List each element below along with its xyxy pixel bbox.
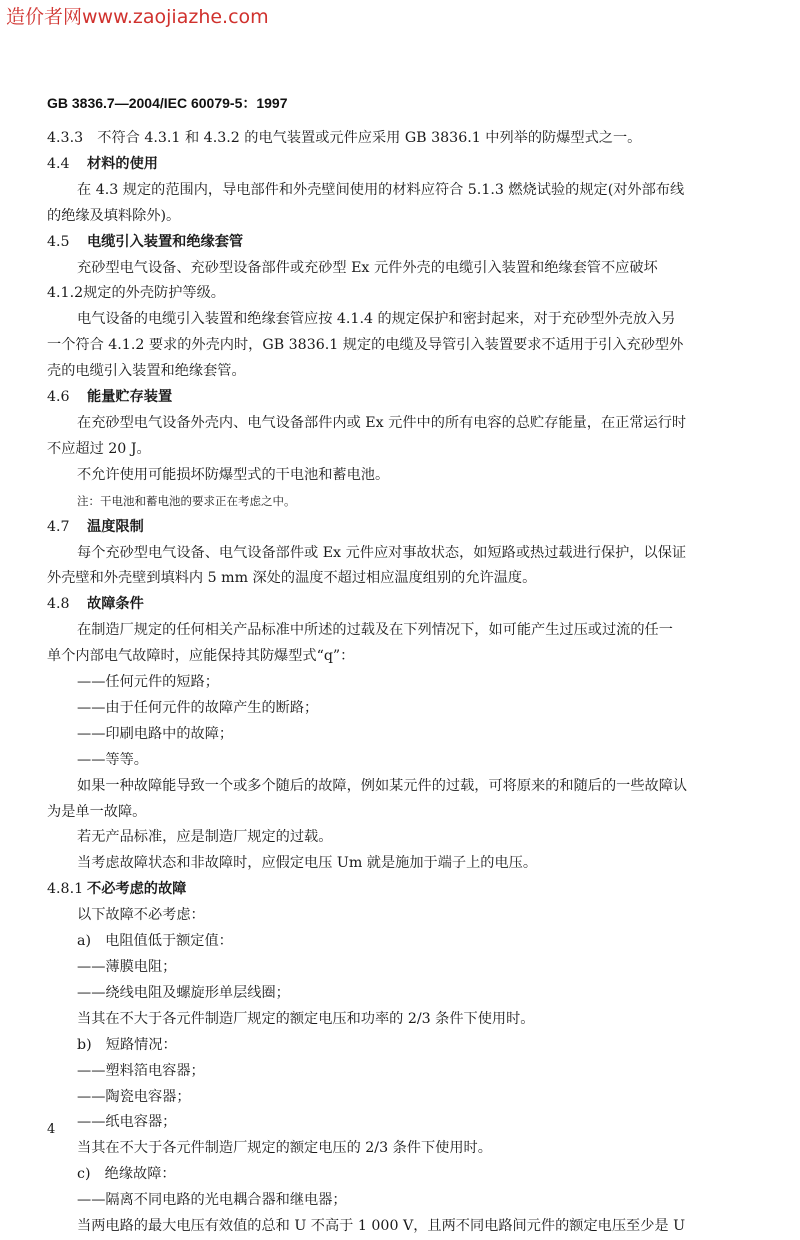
section-title: 材料的使用	[87, 155, 158, 172]
text-line: 为是单一故障。	[47, 803, 147, 820]
section-title: 故障条件	[87, 596, 144, 613]
text-line: 当其在不大于各元件制造厂规定的额定电压和功率的 2/3 条件下使用时。	[77, 1010, 535, 1027]
text-line: 一个符合 4.1.2 要求的外壳内时，GB 3836.1 规定的电缆及导管引入装置要求不适用于引入充砂型外	[47, 337, 684, 354]
text-line: 单个内部电气故障时，应能保持其防爆型式“q”：	[47, 648, 355, 665]
text-line: 的绝缘及填料除外)。	[47, 207, 181, 224]
text-line: ——印刷电路中的故障；	[77, 725, 234, 742]
note-line: 注：干电池和蓄电池的要求正在考虑之中。	[77, 493, 296, 508]
text-line: 若无产品标准，应是制造厂规定的过载。	[77, 829, 333, 846]
section-number: 4.8.1	[47, 881, 84, 898]
text-line: 壳的电缆引入装置和绝缘套管。	[47, 363, 246, 380]
text-line: ——任何元件的短路；	[77, 674, 219, 691]
text-line: b) 短路情况：	[77, 1036, 177, 1053]
text-line: ——等等。	[77, 751, 148, 768]
text-line: 外壳壁和外壳壁到填料内 5 mm 深处的温度不超过相应温度组别的允许温度。	[47, 570, 537, 587]
text-line: 4.3.3 不符合 4.3.1 和 4.3.2 的电气装置或元件应采用 GB 3836.1 中列举的防爆型式之一。	[47, 130, 642, 146]
section-number: 4.8	[47, 596, 70, 613]
section-title: 不必考虑的故障	[87, 881, 187, 898]
section-title: 温度限制	[87, 518, 144, 535]
text-line: ——塑料箔电容器；	[77, 1062, 205, 1079]
text-line: 在制造厂规定的任何相关产品标准中所述的过载及在下列情况下，如可能产生过压或过流的任一	[77, 622, 673, 639]
text-line: ——绕线电阻及螺旋形单层线圈；	[77, 984, 290, 1001]
section-heading	[47, 230, 753, 256]
text-line: 当考虑故障状态和非故障时，应假定电压 Um 就是施加于端子上的电压。	[77, 855, 538, 872]
standard-header: GB 3836.7—2004/IEC 60079-5：1997	[47, 95, 288, 111]
text-line: c) 绝缘故障：	[77, 1166, 176, 1183]
section-heading	[47, 592, 753, 618]
section-heading	[47, 515, 753, 541]
text-line: 在 4.3 规定的范围内，导电部件和外壳壁间使用的材料应符合 5.1.3 燃烧试验的规定(对外部布线	[77, 181, 685, 198]
section-heading	[47, 385, 753, 411]
section-number: 4.7	[47, 518, 70, 535]
text-line: 如果一种故障能导致一个或多个随后的故障，例如某元件的过载，可将原来的和随后的一些故障认	[77, 777, 688, 794]
text-line: 电气设备的电缆引入装置和绝缘套管应按 4.1.4 的规定保护和密封起来，对于充砂型外壳放入另	[77, 311, 676, 328]
section-number: 4.4	[47, 155, 70, 172]
section-number: 4.6	[47, 389, 70, 406]
watermark-text: 造价者网www.zaojiazhe.com	[6, 6, 269, 28]
document-body	[47, 126, 753, 1240]
section-title: 能量贮存装置	[87, 389, 173, 406]
page-number: 4	[47, 1122, 56, 1137]
text-line: 当其在不大于各元件制造厂规定的额定电压的 2/3 条件下使用时。	[77, 1140, 492, 1157]
text-line: 4.1.2规定的外壳防护等级。	[47, 285, 225, 302]
text-line: 当两电路的最大电压有效值的总和 U 不高于 1 000 V，且两不同电路间元件的额定电压至少是 U	[77, 1218, 686, 1235]
text-line: a) 电阻值低于额定值：	[77, 933, 233, 950]
section-heading	[47, 152, 753, 178]
section-title: 电缆引入装置和绝缘套管	[87, 233, 244, 250]
text-line: 以下故障不必考虑：	[77, 907, 205, 924]
text-line: ——纸电容器；	[77, 1114, 177, 1131]
text-line: 不应超过 20 J。	[47, 440, 151, 457]
text-line: ——薄膜电阻；	[77, 959, 177, 975]
text-line: ——隔离不同电路的光电耦合器和继电器；	[77, 1192, 347, 1209]
section-heading	[47, 877, 753, 903]
text-line: 在充砂型电气设备外壳内、电气设备部件内或 Ex 元件中的所有电容的总贮存能量，在正常运行时	[77, 414, 687, 431]
text-line: 充砂型电气设备、充砂型设备部件或充砂型 Ex 元件外壳的电缆引入装置和绝缘套管不应破坏	[77, 259, 658, 276]
text-line: 不允许使用可能损坏防爆型式的干电池和蓄电池。	[77, 466, 390, 483]
text-line: ——陶瓷电容器；	[77, 1088, 191, 1105]
section-number: 4.5	[47, 233, 70, 250]
text-line: 每个充砂型电气设备、电气设备部件或 Ex 元件应对事故状态，如短路或热过载进行保护，以保证	[77, 544, 687, 561]
text-line: ——由于任何元件的故障产生的断路；	[77, 699, 319, 716]
